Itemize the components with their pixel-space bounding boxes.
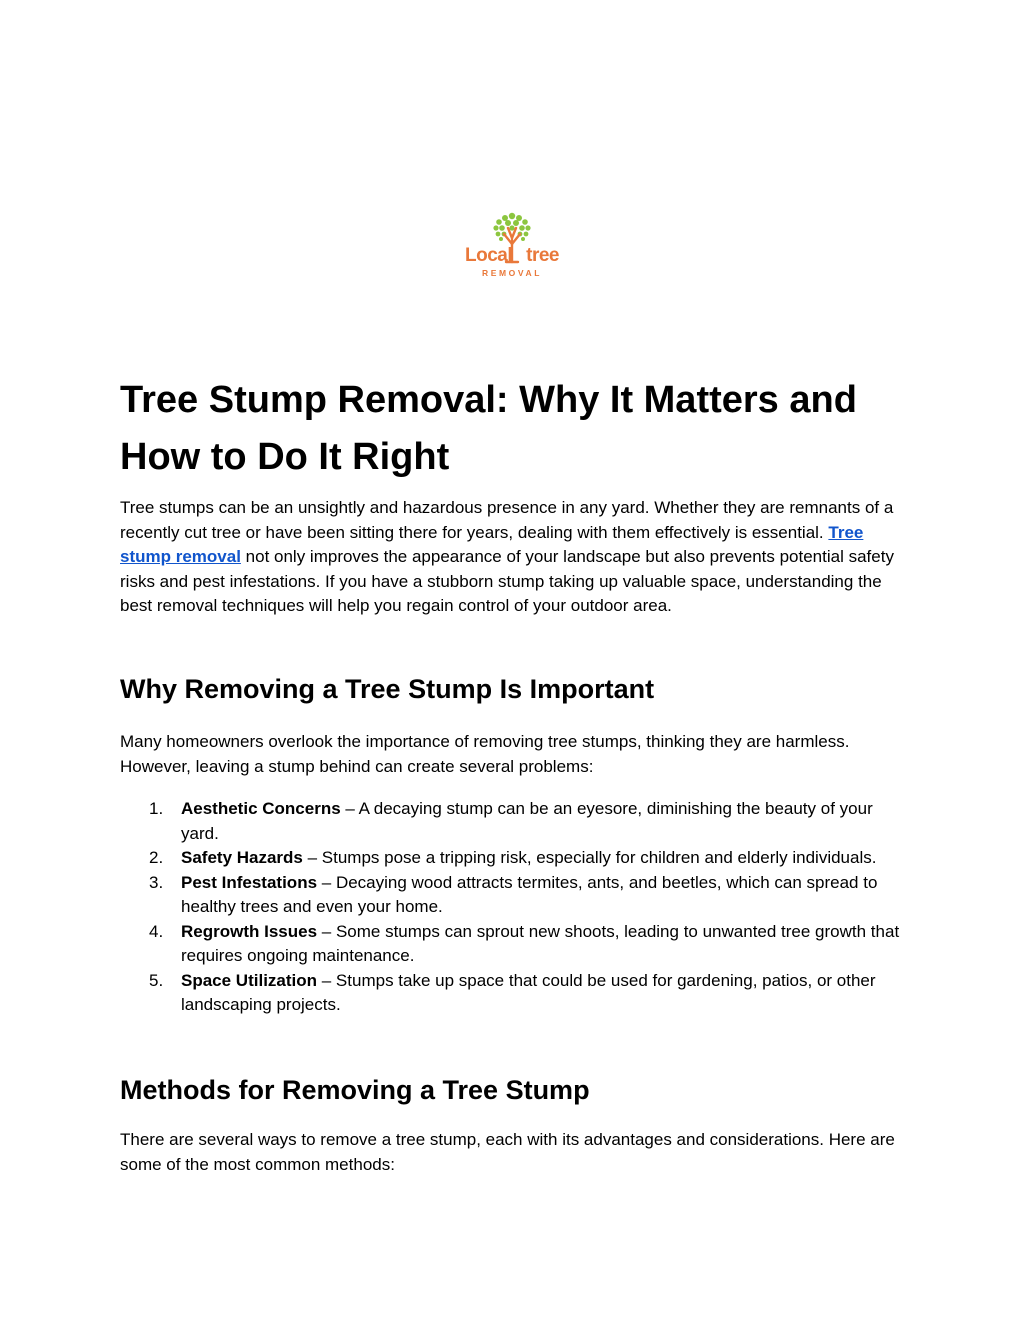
intro-text-after: not only improves the appearance of your landscape but also prevents potential safety risks and pest infestations. If you have a stubborn stump taking up valuable space, understanding the best removal techniques will help you regain control of your outdoor area. (120, 547, 894, 615)
intro-paragraph (120, 496, 910, 619)
logo-word-tree: tree (526, 245, 559, 266)
logo-subtitle: REMOVAL (481, 268, 543, 278)
list-item (120, 846, 910, 871)
list-item-term: Safety Hazards (181, 848, 303, 867)
list-item-number: 3. (149, 872, 164, 892)
list-item-number: 4. (149, 921, 164, 941)
list-item-term: Aesthetic Concerns (181, 799, 341, 818)
logo-word-local: Local (465, 245, 513, 266)
list-item (120, 797, 910, 846)
section-methods-paragraph: There are several ways to remove a tree stump, each with its advantages and considerations. Here are some of the most common methods: (120, 1130, 895, 1174)
list-item-desc: – Decaying wood attracts termites, ants, and beetles, which can spread to healthy trees and even your home. (181, 872, 878, 916)
section-heading-why: Why Removing a Tree Stump Is Important (120, 674, 655, 704)
section-why-paragraph: Many homeowners overlook the importance of removing tree stumps, thinking they are harmless. However, leaving a stump behind can create several problems: (120, 732, 850, 776)
list-item-number: 5. (149, 970, 164, 990)
list-item-term: Space Utilization (181, 970, 318, 990)
list-item-number: 2. (149, 848, 164, 867)
problems-list (120, 797, 910, 1018)
page-title: Tree Stump Removal: Why It Matters and How to Do It Right (120, 379, 857, 478)
section-heading-methods: Methods for Removing a Tree Stump (120, 1075, 590, 1105)
list-item-number: 1. (149, 799, 164, 818)
company-logo (460, 210, 564, 284)
list-item-desc: – A decaying stump can be an eyesore, diminishing the beauty of your yard. (181, 799, 873, 843)
list-item-desc: – Stumps take up space that could be used for gardening, patios, or other landscaping projects. (181, 970, 876, 1014)
list-item (120, 871, 910, 920)
list-item-term: Pest Infestations (181, 872, 318, 892)
logo-wordmark (460, 246, 564, 266)
list-item (120, 969, 910, 1018)
list-item (120, 920, 910, 969)
list-item-desc: – Some stumps can sprout new shoots, leading to unwanted tree growth that requires ongoing maintenance. (181, 921, 900, 965)
tree-stump-removal-link[interactable]: Tree stump removal (120, 522, 864, 566)
list-item-term: Regrowth Issues (181, 921, 318, 941)
list-item-desc: – Stumps pose a tripping risk, especially for children and elderly individuals. (302, 848, 877, 867)
intro-text-before: Tree stumps can be an unsightly and hazardous presence in any yard. Whether they are remnants of a recently cut tree or have been sitting there for years, dealing with them effectively is essential. (120, 498, 894, 542)
